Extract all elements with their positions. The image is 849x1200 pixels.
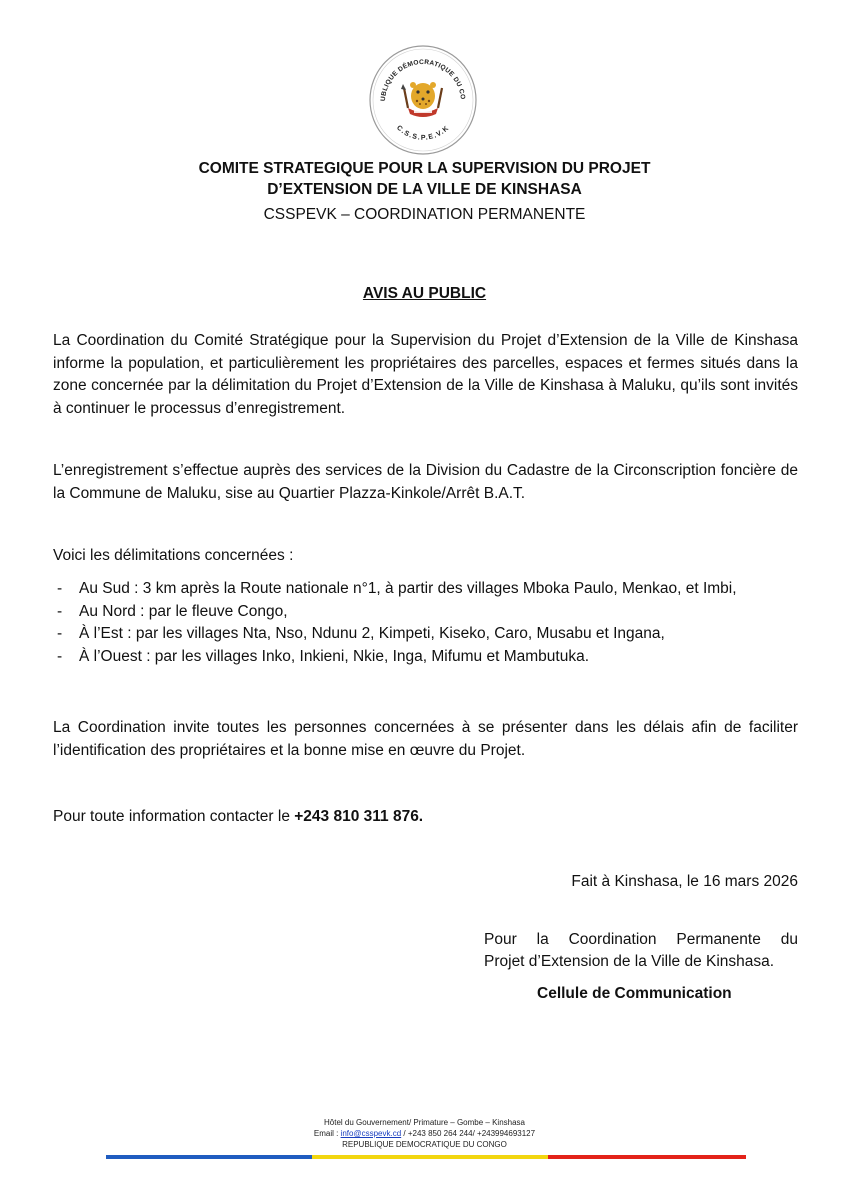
limit-south: Au Sud : 3 km après la Route nationale n°1, à partir des villages Mboka Paulo, Menkao, et Imbi,	[79, 580, 737, 597]
limit-west: À l’Ouest : par les villages Inko, Inkieni, Nkie, Inga, Mifumu et Mambutuka.	[79, 647, 590, 665]
header-title-line-2: D’EXTENSION DE LA VILLE DE KINSHASA	[267, 181, 582, 198]
paragraph-invitation: La Coordination invite toutes les personnes concernées à se présenter dans les délais afin de faciliter l’identification des propriétaires et la bonne mise en œuvre du Projet.	[53, 719, 798, 759]
signature-on-behalf	[484, 929, 798, 973]
flag-stripe-yellow	[312, 1155, 548, 1159]
footer-contact	[0, 1128, 849, 1139]
bullet-dash: -	[57, 602, 63, 620]
limit-north: Au Nord : par le fleuve Congo,	[79, 602, 288, 620]
footer-country: REPUBLIQUE DEMOCRATIQUE DU CONGO	[342, 1140, 507, 1149]
signature-line-1: Pour la Coordination Permanente du	[484, 931, 798, 948]
limit-east: À l’Est : par les villages Nta, Nso, Ndunu 2, Kimpeti, Kiseko, Caro, Musabu et Ingana,	[79, 625, 665, 642]
notice-title: AVIS AU PUBLIC	[362, 285, 487, 302]
flag-stripe-blue	[106, 1155, 312, 1159]
paragraph-limits-intro: Voici les délimitations concernées :	[53, 547, 294, 564]
bullet-dash: -	[57, 647, 63, 665]
bullet-dash: -	[57, 625, 63, 642]
csspevk-seal-logo	[368, 44, 478, 156]
seal-text-top: UBLIQUE DÉMOCRATIQUE DU CO	[379, 58, 466, 102]
header-subtitle: CSSPEVK – COORDINATION PERMANENTE	[263, 206, 586, 223]
signature-cellule: Cellule de Communication	[537, 985, 732, 1002]
date-line: Fait à Kinshasa, le 16 mars 2026	[571, 873, 798, 890]
list-item	[53, 601, 813, 624]
contact-text: Pour toute information contacter le	[53, 808, 295, 825]
contact-phone: +243 810 311 876.	[294, 808, 424, 825]
paragraph-registration: L’enregistrement s’effectue auprès des services de la Division du Cadastre de la Circonscription foncière de la Commune de Maluku, sise au Quartier Plazza-Kinkole/Arrêt B.A.T.	[53, 462, 798, 502]
footer-phones: / +243 850 264 244/ +243994693127	[401, 1129, 536, 1138]
flag-stripe-red	[548, 1155, 746, 1159]
footer-email-link[interactable]: info@csspevk.cd	[340, 1129, 402, 1138]
paragraph-contact	[53, 806, 798, 829]
signature-line-2: Projet d’Extension de la Ville de Kinshasa.	[484, 953, 775, 970]
paragraph-intro: La Coordination du Comité Stratégique pour la Supervision du Projet d’Extension de la Ville de Kinshasa informe la population, et particulièrement les propriétaires des parcelles, espaces et fermes situés dans la zone concernée par la délimitation du Projet d’Extension de la Ville de Kinshasa à Maluku, qu’ils sont invités à continuer le processus d’enregistrement.	[53, 332, 798, 417]
list-item	[53, 646, 813, 669]
list-item	[53, 578, 813, 601]
bullet-dash: -	[57, 580, 63, 597]
footer-address: Hôtel du Gouvernement/ Primature – Gombe – Kinshasa	[324, 1118, 525, 1127]
footer-email-label: Email :	[313, 1129, 341, 1138]
seal-text-bottom: C.S.S.P.E.V.K	[395, 124, 451, 142]
list-item	[53, 623, 813, 646]
limits-list	[53, 578, 813, 668]
header-title-line-1: COMITE STRATEGIQUE POUR LA SUPERVISION DU PROJET	[198, 160, 651, 177]
